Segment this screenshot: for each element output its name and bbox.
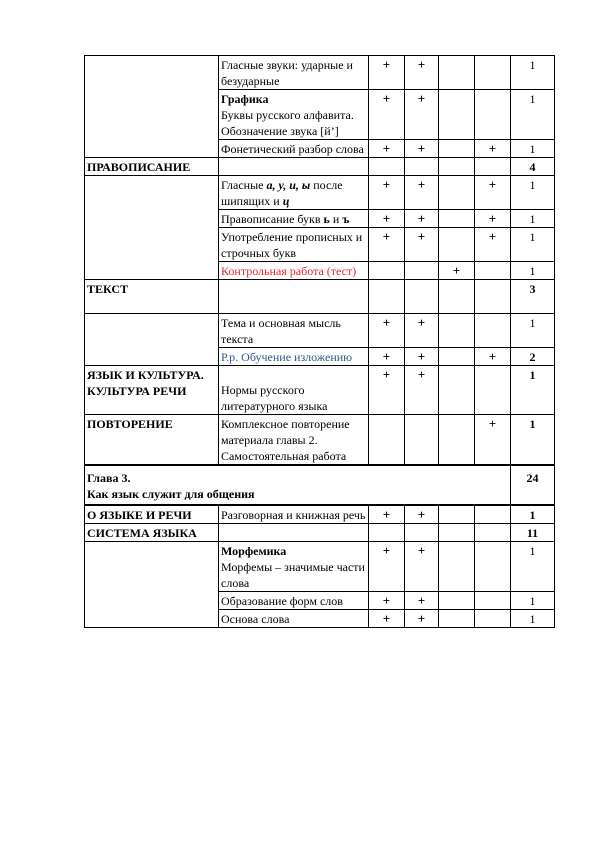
chapter-cell (85, 465, 511, 505)
mark-cell (405, 262, 439, 280)
mark-cell (439, 90, 475, 140)
hours-cell: 11 (511, 524, 555, 542)
mark-cell (439, 348, 475, 366)
mark-cell (475, 158, 511, 176)
mark-cell (475, 542, 511, 592)
hours-cell: 4 (511, 158, 555, 176)
section-cell (85, 176, 219, 280)
table-row (85, 505, 555, 524)
section-cell (85, 56, 219, 158)
chapter-title: Как язык служит для общения (87, 487, 255, 501)
mark-cell (439, 415, 475, 466)
hours-cell: 1 (511, 542, 555, 592)
table-row (85, 280, 555, 314)
mark-cell (405, 280, 439, 314)
mark-cell: + (475, 348, 511, 366)
topic-letters: ь (323, 212, 330, 226)
topic-cell (219, 210, 369, 228)
mark-cell: + (369, 176, 405, 210)
mark-cell (439, 140, 475, 158)
topic-cell (219, 158, 369, 176)
mark-cell: + (405, 366, 439, 415)
section-cell (85, 314, 219, 366)
table-row (85, 158, 555, 176)
topic-cell: Нормы русского литературного языка (219, 366, 369, 415)
mark-cell: + (439, 262, 475, 280)
topic-letters: а, у, и, ы (266, 178, 311, 192)
chapter-number: Глава 3. (87, 471, 131, 485)
mark-cell (439, 610, 475, 628)
mark-cell: + (405, 90, 439, 140)
mark-cell (369, 415, 405, 466)
table-row (85, 56, 555, 90)
topic-cell (219, 542, 369, 592)
mark-cell (405, 158, 439, 176)
table-row (85, 366, 555, 415)
hours-cell: 1 (511, 415, 555, 466)
hours-cell: 2 (511, 348, 555, 366)
topic-cell: Фонетический разбор слова (219, 140, 369, 158)
topic-cell (219, 524, 369, 542)
mark-cell: + (405, 176, 439, 210)
table-row (85, 176, 555, 210)
mark-cell (369, 524, 405, 542)
hours-cell: 1 (511, 140, 555, 158)
mark-cell (439, 56, 475, 90)
topic-cell: Основа слова (219, 610, 369, 628)
topic-text: Буквы русского алфавита. Обозначение звука [й’] (221, 108, 354, 138)
topic-cell (219, 90, 369, 140)
mark-cell (475, 366, 511, 415)
mark-cell: + (369, 210, 405, 228)
table-row (85, 415, 555, 466)
mark-cell: + (369, 505, 405, 524)
topic-cell (219, 176, 369, 210)
topic-cell: Гласные звуки: ударные и безударные (219, 56, 369, 90)
mark-cell (475, 592, 511, 610)
mark-cell: + (369, 90, 405, 140)
topic-cell: Употребление прописных и строчных букв (219, 228, 369, 262)
mark-cell: + (369, 542, 405, 592)
topic-cell: Разговорная и книжная речь (219, 505, 369, 524)
mark-cell: + (369, 140, 405, 158)
hours-cell: 1 (511, 610, 555, 628)
mark-cell (475, 610, 511, 628)
mark-cell: + (475, 228, 511, 262)
mark-cell (369, 280, 405, 314)
mark-cell: + (405, 505, 439, 524)
mark-cell: + (475, 210, 511, 228)
mark-cell (439, 314, 475, 348)
mark-cell (405, 415, 439, 466)
mark-cell (439, 366, 475, 415)
section-cell: О ЯЗЫКЕ И РЕЧИ (85, 505, 219, 524)
mark-cell (475, 280, 511, 314)
hours-cell: 1 (511, 228, 555, 262)
mark-cell: + (405, 56, 439, 90)
mark-cell (439, 524, 475, 542)
mark-cell (439, 210, 475, 228)
topic-text: после шипящих и (221, 178, 343, 208)
topic-text: Гласные (221, 178, 267, 192)
mark-cell: + (405, 592, 439, 610)
mark-cell: + (369, 592, 405, 610)
topic-cell (219, 280, 369, 314)
topic-cell: Контрольная работа (тест) (219, 262, 369, 280)
mark-cell (405, 524, 439, 542)
mark-cell (439, 176, 475, 210)
mark-cell: + (369, 56, 405, 90)
topic-heading: Морфемика (221, 544, 287, 558)
curriculum-table (84, 55, 555, 628)
section-cell (85, 542, 219, 628)
mark-cell: + (475, 176, 511, 210)
table-row (85, 314, 555, 348)
mark-cell (439, 228, 475, 262)
topic-text: Правописание букв (221, 212, 324, 226)
chapter-row (85, 465, 555, 505)
mark-cell (439, 542, 475, 592)
topic-cell: Р.р. Обучение изложению (219, 348, 369, 366)
hours-cell: 1 (511, 366, 555, 415)
mark-cell: + (405, 314, 439, 348)
table-row (85, 524, 555, 542)
topic-text: и (329, 212, 343, 226)
mark-cell: + (369, 228, 405, 262)
mark-cell (475, 314, 511, 348)
hours-cell: 1 (511, 314, 555, 348)
mark-cell: + (405, 542, 439, 592)
mark-cell (475, 262, 511, 280)
topic-text: Морфемы – значимые части слова (221, 560, 365, 590)
mark-cell: + (369, 314, 405, 348)
mark-cell: + (369, 366, 405, 415)
mark-cell (475, 90, 511, 140)
mark-cell: + (405, 210, 439, 228)
section-cell: ТЕКСТ (85, 280, 219, 314)
mark-cell: + (405, 140, 439, 158)
hours-cell: 1 (511, 210, 555, 228)
mark-cell (369, 262, 405, 280)
table-row (85, 542, 555, 592)
hours-cell: 1 (511, 176, 555, 210)
mark-cell: + (475, 140, 511, 158)
mark-cell: + (369, 348, 405, 366)
topic-letters: ъ (342, 212, 350, 226)
mark-cell: + (369, 610, 405, 628)
topic-cell: Тема и основная мысль текста (219, 314, 369, 348)
mark-cell (369, 158, 405, 176)
hours-cell: 1 (511, 592, 555, 610)
section-cell: СИСТЕМА ЯЗЫКА (85, 524, 219, 542)
hours-cell: 1 (511, 505, 555, 524)
mark-cell: + (405, 610, 439, 628)
topic-letters: ц (282, 194, 290, 208)
section-cell: ПРАВОПИСАНИЕ (85, 158, 219, 176)
section-cell: ЯЗЫК И КУЛЬТУРА. КУЛЬТУРА РЕЧИ (85, 366, 219, 415)
mark-cell: + (475, 415, 511, 466)
topic-cell: Образование форм слов (219, 592, 369, 610)
topic-cell: Комплексное повторение материала главы 2. Самостоятельная работа (219, 415, 369, 466)
section-cell: ПОВТОРЕНИЕ (85, 415, 219, 466)
mark-cell (439, 280, 475, 314)
mark-cell (475, 524, 511, 542)
mark-cell (475, 56, 511, 90)
mark-cell (439, 158, 475, 176)
mark-cell: + (405, 348, 439, 366)
hours-cell: 1 (511, 90, 555, 140)
mark-cell (439, 592, 475, 610)
hours-cell: 1 (511, 56, 555, 90)
mark-cell (439, 505, 475, 524)
hours-cell: 24 (511, 465, 555, 505)
topic-heading: Графика (221, 92, 269, 106)
hours-cell: 3 (511, 280, 555, 314)
hours-cell: 1 (511, 262, 555, 280)
mark-cell: + (405, 228, 439, 262)
mark-cell (475, 505, 511, 524)
